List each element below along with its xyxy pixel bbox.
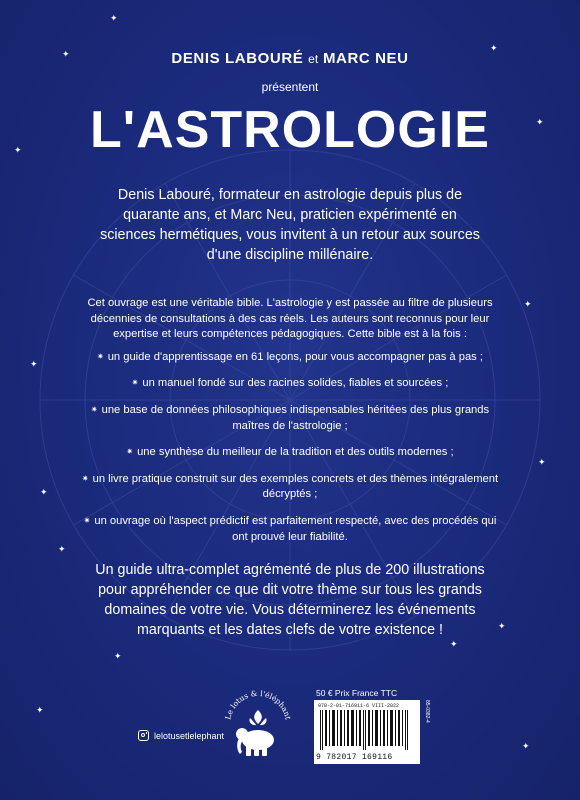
publisher-logo-text: Le lotus & l'éléphant xyxy=(223,688,293,721)
list-item: ✷ un ouvrage où l'aspect prédictif est parfaitement respecté, avec des procédés qui ont prouvé leur fiabilité. xyxy=(83,514,497,543)
barcode-bars xyxy=(320,710,408,750)
star-icon: ✦ xyxy=(110,13,118,23)
price-label: 50 € Prix France TTC xyxy=(316,688,398,698)
publisher-logo xyxy=(218,680,298,770)
star-icon: ✦ xyxy=(30,359,38,369)
star-icon: ✦ xyxy=(524,299,532,309)
authors-line xyxy=(0,50,580,67)
bible-section xyxy=(80,296,500,555)
author-1: DENIS LABOURÉ xyxy=(171,50,304,67)
isbn-line: 978-2-01-716911-6 VIII-2022 xyxy=(318,703,400,709)
star-icon: ✦ xyxy=(36,705,44,715)
star-icon: ✦ xyxy=(498,621,506,631)
star-icon: ✦ xyxy=(40,487,48,497)
list-item: ✷ un livre pratique construit sur des exemples concrets et des thèmes intégralement décryptés ; xyxy=(81,472,499,501)
author-2: MARC NEU xyxy=(322,50,409,67)
barcode xyxy=(314,700,420,764)
star-bullet-icon: ✷ xyxy=(81,473,89,483)
bible-lead: Cet ouvrage est une véritable bible. L'astrologie y est passée au filtre de plusieurs décennies de consultations à des cas réels. Les auteurs sont reconnus pour leur expertise et leurs compétences pédagogiques. Cette bible est à la fois : xyxy=(87,297,493,341)
instagram-handle[interactable] xyxy=(138,730,224,741)
ean-number: 9 782017 169116 xyxy=(316,753,393,762)
elephant-lotus-logo-icon xyxy=(236,710,274,756)
instagram-icon xyxy=(138,730,149,741)
star-icon: ✦ xyxy=(536,117,544,127)
star-bullet-icon: ✷ xyxy=(96,351,104,361)
star-icon: ✦ xyxy=(450,639,458,649)
instagram-handle-text: lelotusetlelephant xyxy=(154,730,225,741)
intro-paragraph: Denis Labouré, formateur en astrologie depuis plus de quarante ans, et Marc Neu, praticien expérimenté en sciences hermétiques, vous invitent à un retour aux sources d'une discipline millénaire. xyxy=(100,187,480,263)
barcode-side-code: 85-0382-4 xyxy=(424,700,430,723)
list-item: ✷ un manuel fondé sur des racines solides, fiables et sourcées ; xyxy=(131,377,449,390)
bible-bullet-list xyxy=(80,349,500,545)
star-bullet-icon: ✷ xyxy=(126,447,134,457)
star-icon: ✦ xyxy=(62,49,70,59)
star-icon: ✦ xyxy=(490,43,498,53)
star-bullet-icon: ✷ xyxy=(90,404,98,414)
list-item: ✷ une base de données philosophiques indispensables héritées des plus grands maîtres de l'astrologie ; xyxy=(90,403,490,432)
star-bullet-icon: ✷ xyxy=(83,515,91,525)
star-bullet-icon: ✷ xyxy=(131,378,139,388)
star-icon: ✦ xyxy=(58,544,66,554)
star-icon: ✦ xyxy=(522,741,530,751)
list-item: ✷ un guide d'apprentissage en 61 leçons, pour vous accompagner pas à pas ; xyxy=(96,350,483,363)
authors-conjunction: et xyxy=(308,52,319,66)
star-icon: ✦ xyxy=(114,651,122,661)
star-icon: ✦ xyxy=(538,457,546,467)
closing-paragraph: Un guide ultra-complet agrémenté de plus de 200 illustrations pour appréhender ce que dit votre thème sur tous les grands domaines de votre vie. Vous déterminerez les événements marquants et les dates clefs de votre existence ! xyxy=(95,562,485,638)
book-title: L'ASTROLOGIE xyxy=(90,101,490,159)
list-item: ✷ une synthèse du meilleur de la tradition et des outils modernes ; xyxy=(126,446,454,459)
star-icon: ✦ xyxy=(14,145,22,155)
presentent-label: présentent xyxy=(261,80,319,94)
